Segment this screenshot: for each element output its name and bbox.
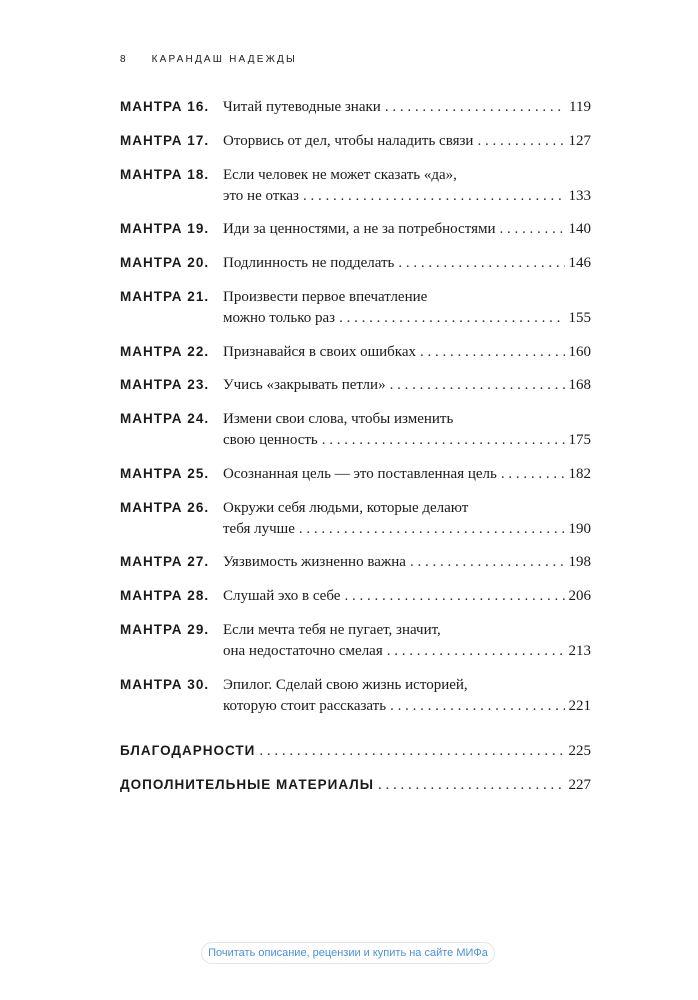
entry-label: МАНТРА 19.	[120, 221, 210, 236]
dot-leader	[390, 375, 565, 396]
toc-entry-30	[120, 674, 591, 717]
dot-leader	[398, 253, 564, 274]
dot-leader	[322, 430, 565, 451]
entry-label: МАНТРА 22.	[120, 344, 210, 359]
entry-label: МАНТРА 17.	[120, 133, 210, 148]
dot-leader	[500, 219, 565, 240]
toc-section-acknowledgements	[120, 740, 591, 762]
toc-entry-18	[120, 164, 591, 207]
running-header	[120, 54, 297, 65]
entry-title: Подлинность не подделать	[223, 255, 395, 271]
entry-label: МАНТРА 16.	[120, 99, 210, 114]
toc-entry-21	[120, 286, 591, 329]
dot-leader	[477, 131, 564, 152]
entry-label: МАНТРА 30.	[120, 677, 210, 692]
dot-leader	[410, 552, 565, 573]
entry-label: МАНТРА 24.	[120, 411, 210, 426]
entry-title: Осознанная цель — это поставленная цель	[223, 466, 497, 482]
dot-leader	[420, 342, 564, 363]
entry-title-line1: Эпилог. Сделай свою жизнь историей,	[223, 677, 468, 693]
toc-entry-17	[120, 130, 591, 152]
dot-leader	[259, 741, 564, 762]
toc-entry-26	[120, 497, 591, 540]
entry-page: 160	[568, 344, 591, 360]
entry-label: МАНТРА 25.	[120, 466, 210, 481]
section-page: 225	[568, 743, 591, 759]
dot-leader	[390, 696, 564, 717]
entry-label: МАНТРА 26.	[120, 500, 210, 515]
entry-title: Читай путеводные знаки	[223, 99, 381, 115]
entry-title: Оторвись от дел, чтобы наладить связи	[223, 133, 474, 149]
dot-leader	[299, 519, 565, 540]
toc-entry-22	[120, 341, 591, 363]
entry-page: 155	[568, 310, 591, 326]
section-page: 227	[568, 777, 591, 793]
entry-title: Иди за ценностями, а не за потребностями	[223, 221, 496, 237]
page-number: 8	[120, 54, 126, 65]
entry-label: МАНТРА 20.	[120, 255, 210, 270]
entry-title-line1: Окружи себя людьми, которые делают	[223, 500, 469, 516]
entry-page: 206	[568, 588, 591, 604]
entry-title-line1: Произвести первое впечатление	[223, 289, 428, 305]
dot-leader	[501, 464, 565, 485]
entry-title-line2: она недостаточно смелая	[223, 643, 383, 659]
entry-page: 119	[569, 99, 591, 115]
dot-leader	[387, 641, 565, 662]
buy-on-mif-link[interactable]: Почитать описание, рецензии и купить на сайте МИФа	[201, 942, 495, 964]
entry-title: Слушай эхо в себе	[223, 588, 341, 604]
entry-title-line2: которую стоит рассказать	[223, 698, 387, 714]
entry-title: Уязвимость жизненно важна	[223, 554, 406, 570]
toc-section-additional-materials	[120, 774, 591, 796]
entry-title-line1: Если человек не может сказать «да»,	[223, 167, 457, 183]
toc-entry-28	[120, 585, 591, 607]
entry-title: Признавайся в своих ошибках	[223, 344, 417, 360]
entry-label: МАНТРА 29.	[120, 622, 210, 637]
book-title: КАРАНДАШ НАДЕЖДЫ	[151, 54, 298, 65]
entry-page: 190	[568, 521, 591, 537]
toc-entry-20	[120, 252, 591, 274]
dot-leader	[385, 97, 565, 118]
toc-entry-24	[120, 408, 591, 451]
entry-page: 168	[568, 377, 591, 393]
dot-leader	[378, 775, 565, 796]
entry-page: 182	[568, 466, 591, 482]
entry-title-line2: свою ценность	[223, 432, 318, 448]
entry-page: 213	[568, 643, 591, 659]
entry-title-line1: Если мечта тебя не пугает, значит,	[223, 622, 441, 638]
toc-entry-23	[120, 374, 591, 396]
entry-page: 133	[568, 188, 591, 204]
entry-label: МАНТРА 21.	[120, 289, 210, 304]
entry-label: МАНТРА 28.	[120, 588, 210, 603]
section-title: ДОПОЛНИТЕЛЬНЫЕ МАТЕРИАЛЫ	[120, 777, 374, 792]
entry-title-line2: тебя лучше	[223, 521, 295, 537]
entry-title-line2: это не отказ	[223, 188, 299, 204]
entry-page: 140	[568, 221, 591, 237]
toc-entry-29	[120, 619, 591, 662]
entry-label: МАНТРА 18.	[120, 167, 210, 182]
dot-leader	[344, 586, 564, 607]
toc-entry-25	[120, 463, 591, 485]
entry-label: МАНТРА 27.	[120, 554, 210, 569]
entry-label: МАНТРА 23.	[120, 377, 210, 392]
entry-title-line1: Измени свои слова, чтобы изменить	[223, 411, 454, 427]
entry-title: Учись «закрывать петли»	[223, 377, 386, 393]
toc-entry-19	[120, 218, 591, 240]
entry-page: 221	[568, 698, 591, 714]
entry-page: 198	[568, 554, 591, 570]
entry-page: 127	[568, 133, 591, 149]
dot-leader	[339, 308, 564, 329]
toc-entry-27	[120, 551, 591, 573]
entry-title-line2: можно только раз	[223, 310, 336, 326]
section-title: БЛАГОДАРНОСТИ	[120, 743, 256, 758]
entry-page: 175	[568, 432, 591, 448]
dot-leader	[303, 186, 565, 207]
toc-entry-16	[120, 96, 591, 118]
entry-page: 146	[568, 255, 591, 271]
